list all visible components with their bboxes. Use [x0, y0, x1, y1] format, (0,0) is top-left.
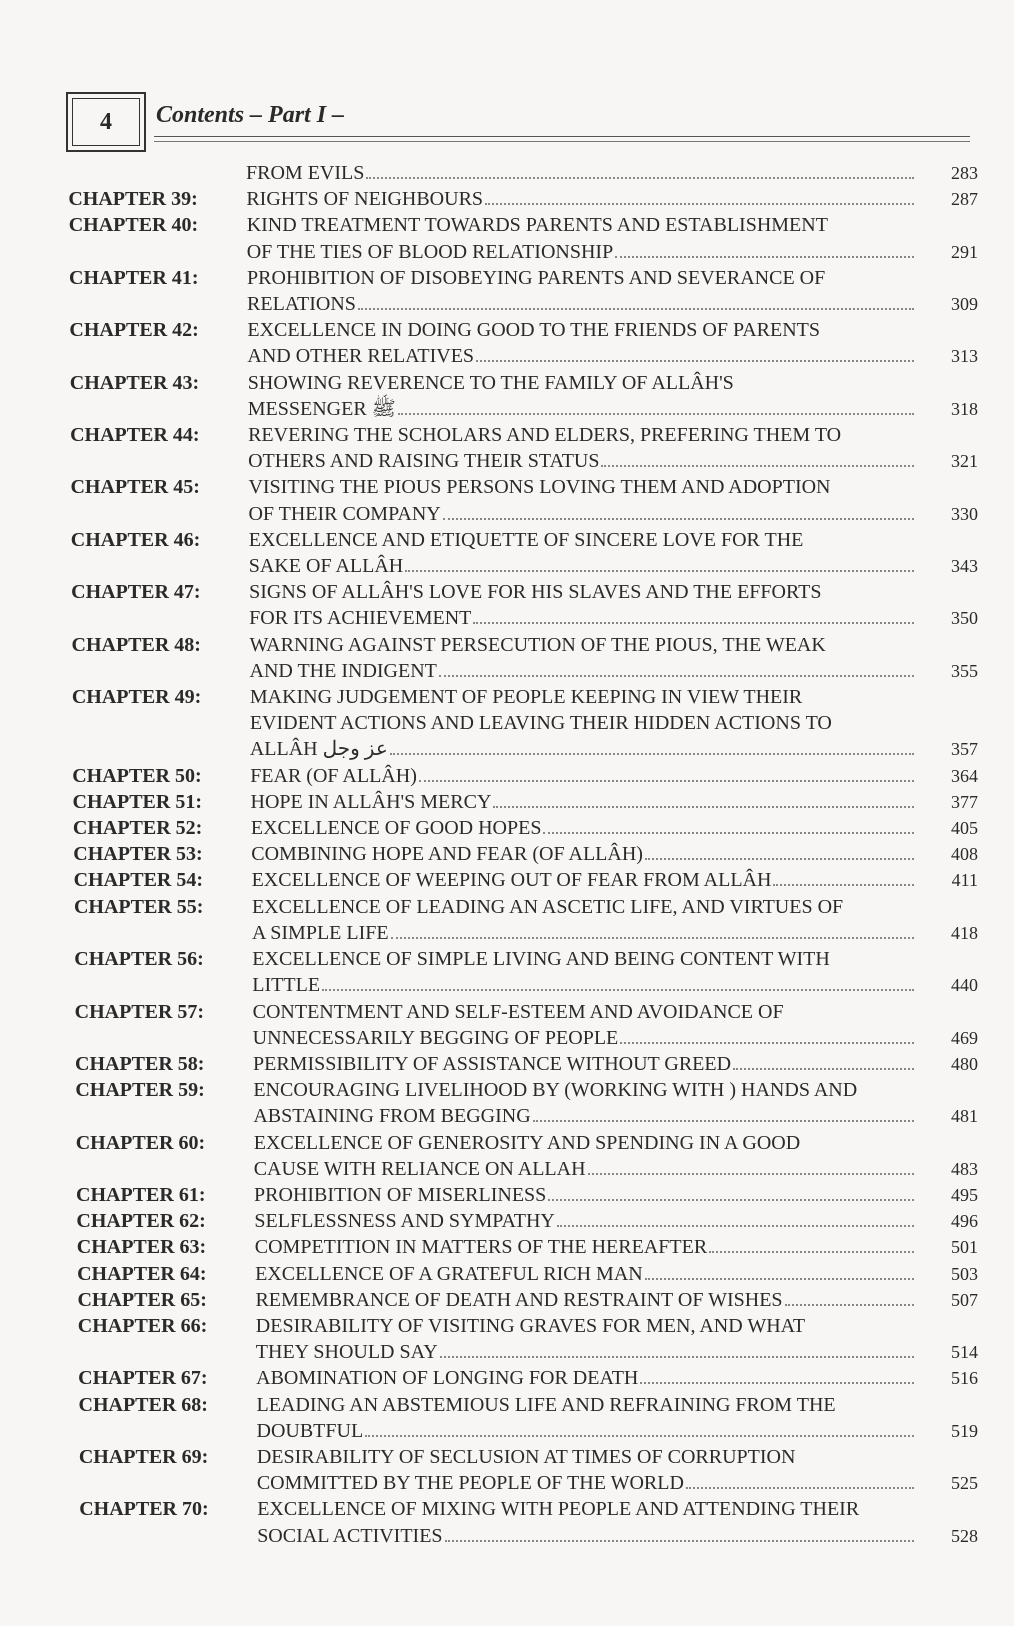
entry-title-line — [252, 894, 978, 920]
entry-title-text: EVIDENT ACTIONS AND LEAVING THEIR HIDDEN ACTIONS TO — [249, 712, 832, 735]
header-rule — [154, 136, 970, 137]
page-number: 469 — [951, 1027, 978, 1048]
page-number: 408 — [951, 844, 978, 865]
entry-title-line — [251, 841, 978, 867]
chapter-label: CHAPTER 61: — [76, 1183, 206, 1206]
page-number: 283 — [951, 163, 978, 183]
toc-entry — [69, 265, 978, 317]
entry-body — [255, 1234, 978, 1260]
page-number: 411 — [951, 870, 978, 891]
entry-title-text: OF THEIR COMPANY — [248, 502, 441, 525]
page-number: 496 — [951, 1211, 978, 1232]
dot-leader — [443, 518, 914, 520]
entry-title-line — [257, 1392, 979, 1418]
entry-title-text: REMEMBRANCE OF DEATH AND RESTRAINT OF WISHES — [255, 1288, 783, 1311]
entry-title-text: EXCELLENCE OF SIMPLE LIVING AND BEING CONTENT WITH — [252, 948, 830, 971]
dot-leader — [365, 1435, 914, 1437]
dot-leader — [476, 360, 914, 362]
page-number-box — [66, 92, 146, 152]
entry-title-text: OTHERS AND RAISING THEIR STATUS — [248, 450, 600, 473]
dot-leader — [686, 1487, 914, 1489]
dot-leader — [645, 1278, 914, 1280]
entry-body — [257, 1392, 979, 1444]
entry-title-text: A SIMPLE LIFE — [251, 921, 389, 944]
chapter-label: CHAPTER 67: — [78, 1367, 208, 1390]
entry-title-line — [250, 763, 978, 789]
page-number: 516 — [951, 1368, 978, 1389]
entry-title-line — [255, 1261, 978, 1287]
toc-entry — [75, 1051, 978, 1077]
entry-title-line — [257, 1444, 978, 1470]
entry-title-line — [249, 579, 978, 605]
entry-title-text: THEY SHOULD SAY — [255, 1341, 438, 1364]
entry-title-line — [248, 448, 978, 474]
entry-body — [254, 1130, 978, 1182]
entry-body — [249, 527, 978, 579]
entry-body — [251, 841, 978, 867]
entry-body — [252, 867, 978, 893]
dot-leader — [548, 1199, 914, 1201]
chapter-label: CHAPTER 43: — [69, 371, 200, 394]
toc-entry — [71, 527, 978, 579]
entry-title-line — [253, 1051, 978, 1077]
entry-body — [256, 1365, 978, 1391]
dot-leader — [419, 780, 914, 782]
page-number: 343 — [951, 556, 978, 577]
toc-entry — [74, 946, 978, 998]
entry-title-text: ABOMINATION OF LONGING FOR DEATH — [256, 1367, 639, 1390]
entry-title-line — [248, 370, 978, 396]
toc-entry — [72, 684, 978, 763]
chapter-label: CHAPTER 68: — [78, 1393, 208, 1416]
entry-title-line — [255, 1287, 978, 1313]
entry-title-line — [250, 632, 979, 658]
page-number: 318 — [951, 398, 978, 419]
entry-body — [250, 763, 978, 789]
entry-title-line — [246, 186, 978, 212]
entry-body — [248, 370, 978, 422]
chapter-label: CHAPTER 48: — [71, 633, 201, 656]
toc-entry — [69, 212, 978, 264]
page-number: 514 — [951, 1342, 978, 1363]
dot-leader — [533, 1120, 914, 1122]
chapter-label: CHAPTER 64: — [77, 1262, 207, 1285]
entry-body — [252, 894, 978, 946]
chapter-label: CHAPTER 63: — [76, 1236, 207, 1259]
entry-title-line — [250, 710, 978, 736]
entry-title-line — [250, 658, 979, 684]
page-number: 495 — [951, 1184, 978, 1205]
dot-leader — [366, 177, 914, 179]
entry-title-text: LEADING AN ABSTEMIOUS LIFE AND REFRAINING FROM THE — [256, 1393, 836, 1416]
entry-title-line — [253, 999, 978, 1025]
chapter-label: CHAPTER 51: — [72, 790, 202, 813]
entry-title-line — [252, 867, 978, 893]
entry-title-line — [252, 972, 978, 998]
chapter-label: CHAPTER 41: — [69, 266, 199, 289]
toc-entry — [74, 894, 978, 946]
toc-entry — [72, 763, 978, 789]
entry-title-text: EXCELLENCE OF WEEPING OUT OF FEAR FROM ALLÂH — [251, 869, 772, 892]
entry-body — [251, 789, 978, 815]
toc-entry — [73, 841, 978, 867]
page-number: 418 — [951, 922, 978, 943]
entry-title-line — [257, 1470, 978, 1496]
entry-title-text: COMMITTED BY THE PEOPLE OF THE WORLD — [256, 1472, 684, 1495]
entry-title-line — [255, 1234, 978, 1260]
entry-title-line — [249, 605, 978, 631]
dot-leader — [493, 806, 914, 808]
header-rule-thin — [154, 141, 970, 142]
entry-body — [253, 1051, 978, 1077]
page-number: 330 — [951, 503, 978, 524]
entry-body — [246, 186, 978, 212]
chapter-label: CHAPTER 69: — [78, 1445, 209, 1468]
dot-leader — [405, 570, 914, 572]
dot-leader — [445, 1540, 914, 1542]
entry-title-line — [248, 474, 978, 500]
dot-leader — [322, 989, 914, 991]
page-number: 501 — [951, 1237, 978, 1258]
entry-title-line — [257, 1523, 978, 1549]
toc-entry — [77, 1287, 978, 1313]
toc-entry — [70, 370, 978, 422]
page-number: 355 — [951, 660, 978, 681]
entry-title-line — [247, 343, 978, 369]
toc-entry — [68, 160, 978, 186]
entry-title-line — [256, 1339, 978, 1365]
entry-title-line — [257, 1496, 978, 1522]
dot-leader — [773, 884, 914, 886]
toc-entry — [68, 186, 978, 212]
dot-leader — [543, 832, 914, 834]
page-number: 405 — [951, 818, 978, 839]
toc-entry — [74, 867, 978, 893]
entry-title-text: PROHIBITION OF DISOBEYING PARENTS AND SEVERANCE OF — [247, 266, 826, 289]
page-number: 507 — [951, 1289, 978, 1310]
entry-title-line — [248, 422, 978, 448]
entry-body — [250, 684, 978, 763]
entry-title-line — [253, 1103, 978, 1129]
entry-body — [246, 160, 978, 186]
chapter-label: CHAPTER 39: — [68, 188, 198, 211]
toc-entry — [76, 1182, 978, 1208]
chapter-label: CHAPTER 42: — [69, 319, 199, 342]
dot-leader — [398, 413, 914, 415]
entry-body — [253, 1077, 978, 1129]
page-number: 350 — [951, 608, 978, 629]
dot-leader — [390, 753, 914, 755]
toc-entry — [70, 422, 978, 474]
toc-entry — [75, 1077, 978, 1129]
toc-entry — [79, 1496, 978, 1548]
entry-title-line — [249, 553, 978, 579]
entry-title-line — [256, 1365, 978, 1391]
entry-body — [257, 1496, 978, 1548]
entry-body — [251, 815, 978, 841]
chapter-label: CHAPTER 40: — [68, 214, 199, 237]
entry-body — [252, 946, 978, 998]
toc-entry — [79, 1444, 978, 1496]
page-number: 4 — [72, 98, 140, 146]
page-number: 287 — [951, 189, 978, 210]
toc-entry — [79, 1392, 979, 1444]
chapter-label: CHAPTER 56: — [74, 948, 204, 971]
entry-title-text: EXCELLENCE IN DOING GOOD TO THE FRIENDS OF PARENTS — [247, 319, 821, 342]
entry-title-line — [252, 946, 978, 972]
dot-leader — [485, 203, 914, 205]
entry-title-text: DOUBTFUL — [256, 1419, 364, 1442]
entry-title-text: RELATIONS — [247, 293, 356, 316]
chapter-label: CHAPTER 50: — [72, 764, 202, 787]
entry-body — [250, 632, 979, 684]
entry-title-text: DESIRABILITY OF SECLUSION AT TIMES OF CORRUPTION — [256, 1445, 796, 1468]
dot-leader — [473, 622, 914, 624]
entry-body — [247, 317, 978, 369]
entry-title-line — [248, 396, 978, 422]
entry-title-text: RIGHTS OF NEIGHBOURS — [246, 188, 484, 211]
page-number: 291 — [951, 241, 978, 262]
page-number: 364 — [951, 765, 978, 786]
entry-title-line — [249, 527, 978, 553]
dot-leader — [709, 1251, 914, 1253]
entry-title-text: COMBINING HOPE AND FEAR (OF ALLÂH) — [251, 843, 643, 866]
page-number: 313 — [951, 346, 978, 367]
entry-title-line — [247, 239, 978, 265]
entry-title-line — [250, 684, 978, 710]
dot-leader — [358, 308, 914, 310]
dot-leader — [439, 675, 914, 677]
chapter-label: CHAPTER 66: — [77, 1314, 208, 1337]
entry-title-line — [248, 501, 978, 527]
chapter-label: CHAPTER 65: — [77, 1288, 207, 1311]
entry-title-text: CAUSE WITH RELIANCE ON ALLAH — [253, 1157, 586, 1180]
entry-title-line — [251, 815, 978, 841]
entry-title-text: FROM EVILS — [246, 162, 365, 184]
entry-title-text: REVERING THE SCHOLARS AND ELDERS, PREFERING THEM TO — [248, 424, 842, 447]
entry-title-text: KIND TREATMENT TOWARDS PARENTS AND ESTABLISHMENT — [246, 214, 828, 237]
dot-leader — [391, 937, 914, 939]
entry-body — [247, 212, 978, 264]
running-header-title: Contents – Part I – — [156, 102, 345, 128]
dot-leader — [620, 1042, 914, 1044]
entry-title-text: EXCELLENCE OF GOOD HOPES — [250, 817, 542, 840]
entry-title-text: AND THE INDIGENT — [249, 659, 437, 682]
chapter-label — [68, 160, 246, 186]
entry-title-text: EXCELLENCE OF GENEROSITY AND SPENDING IN A GOOD — [253, 1131, 801, 1154]
entry-title-line — [254, 1130, 978, 1156]
chapter-label: CHAPTER 62: — [76, 1210, 206, 1233]
entry-title-text: WARNING AGAINST PERSECUTION OF THE PIOUS, THE WEAK — [249, 633, 826, 656]
entry-body — [255, 1261, 978, 1287]
entry-title-text: EXCELLENCE OF A GRATEFUL RICH MAN — [255, 1262, 643, 1285]
chapter-label: CHAPTER 59: — [75, 1079, 205, 1102]
entry-title-line — [253, 1077, 978, 1103]
entry-title-text: EXCELLENCE AND ETIQUETTE OF SINCERE LOVE FOR THE — [248, 528, 804, 551]
toc-entry — [76, 1130, 978, 1182]
toc-entry — [70, 474, 978, 526]
entry-title-text: ABSTAINING FROM BEGGING — [253, 1105, 531, 1128]
entry-title-line — [246, 160, 978, 186]
dot-leader — [601, 465, 914, 467]
chapter-label: CHAPTER 54: — [73, 869, 204, 892]
page-number: 309 — [951, 294, 978, 315]
entry-body — [249, 579, 978, 631]
entry-title-text: FOR ITS ACHIEVEMENT — [249, 607, 472, 630]
entry-title-text: SHOWING REVERENCE TO THE FAMILY OF ALLÂH'S — [247, 371, 734, 394]
chapter-label: CHAPTER 60: — [75, 1131, 206, 1154]
dot-leader — [588, 1173, 914, 1175]
entry-title-text: EXCELLENCE OF LEADING AN ASCETIC LIFE, AND VIRTUES OF — [251, 895, 844, 918]
entry-body — [247, 265, 978, 317]
entry-title-text: SAKE OF ALLÂH — [248, 555, 404, 578]
toc-entry — [77, 1234, 978, 1260]
toc-entry — [76, 1208, 978, 1234]
entry-title-text: HOPE IN ALLÂH'S MERCY — [250, 790, 492, 813]
entry-title-line — [247, 212, 978, 238]
page-number: 377 — [951, 791, 978, 812]
entry-body — [253, 999, 978, 1051]
page-number: 440 — [951, 975, 978, 996]
dot-leader — [557, 1225, 914, 1227]
entry-body — [254, 1182, 978, 1208]
table-of-contents — [68, 160, 978, 1549]
toc-entry — [69, 317, 978, 369]
toc-entry — [75, 999, 978, 1051]
page-number: 528 — [951, 1525, 978, 1546]
dot-leader — [640, 1382, 914, 1384]
toc-entry — [78, 1313, 978, 1365]
toc-entry — [78, 1365, 978, 1391]
entry-title-text: AND OTHER RELATIVES — [247, 345, 475, 368]
chapter-label: CHAPTER 44: — [70, 424, 200, 447]
chapter-label: CHAPTER 55: — [73, 895, 204, 918]
entry-body — [257, 1444, 978, 1496]
entry-title-text: UNNECESSARILY BEGGING OF PEOPLE — [252, 1026, 619, 1049]
entry-title-text: PERMISSIBILITY OF ASSISTANCE WITHOUT GREED — [253, 1052, 732, 1075]
entry-title-line — [254, 1208, 978, 1234]
page-number: 503 — [951, 1263, 978, 1284]
page-number: 525 — [951, 1473, 978, 1494]
entry-body — [256, 1313, 978, 1365]
dot-leader — [645, 858, 914, 860]
entry-body — [248, 422, 978, 474]
chapter-label: CHAPTER 53: — [73, 843, 203, 866]
entry-title-line — [247, 265, 978, 291]
toc-entry — [71, 579, 978, 631]
entry-body — [255, 1287, 978, 1313]
chapter-label: CHAPTER 58: — [75, 1052, 205, 1075]
entry-title-line — [250, 736, 978, 762]
entry-title-text: MAKING JUDGEMENT OF PEOPLE KEEPING IN VIEW THEIR — [249, 686, 803, 709]
chapter-label: CHAPTER 49: — [71, 686, 202, 709]
entry-title-line — [254, 1182, 978, 1208]
entry-title-text: OF THE TIES OF BLOOD RELATIONSHIP — [246, 240, 614, 263]
entry-title-text: SOCIAL ACTIVITIES — [257, 1524, 443, 1547]
entry-title-text: DESIRABILITY OF VISITING GRAVES FOR MEN, AND WHAT — [255, 1314, 806, 1337]
dot-leader — [440, 1356, 914, 1358]
toc-entry — [72, 632, 979, 684]
entry-title-text: ALLÂH عز وجل — [249, 738, 388, 761]
page-number: 357 — [951, 739, 978, 760]
entry-title-line — [253, 1025, 978, 1051]
dot-leader — [615, 256, 914, 258]
chapter-label: CHAPTER 70: — [79, 1498, 209, 1521]
page-number: 481 — [951, 1106, 978, 1127]
chapter-label: CHAPTER 52: — [72, 817, 203, 840]
entry-title-text: ENCOURAGING LIVELIHOOD BY (WORKING WITH ) HANDS AND — [253, 1079, 858, 1102]
page-number: 483 — [951, 1158, 978, 1179]
entry-title-text: VISITING THE PIOUS PERSONS LOVING THEM AND ADOPTION — [248, 476, 831, 499]
entry-title-text: CONTENTMENT AND SELF-ESTEEM AND AVOIDANCE OF — [252, 1000, 784, 1023]
entry-title-line — [251, 789, 978, 815]
entry-title-text: LITTLE — [252, 974, 321, 997]
entry-title-line — [247, 291, 978, 317]
entry-title-text: EXCELLENCE OF MIXING WITH PEOPLE AND ATTENDING THEIR — [257, 1498, 860, 1521]
entry-body — [248, 474, 978, 526]
entry-title-line — [254, 1156, 978, 1182]
entry-title-line — [256, 1313, 978, 1339]
entry-title-text: COMPETITION IN MATTERS OF THE HEREAFTER — [254, 1236, 708, 1259]
toc-entry — [73, 815, 978, 841]
page-number: 480 — [951, 1053, 978, 1074]
entry-title-text: MESSENGER ﷺ — [247, 397, 396, 420]
entry-title-text: FEAR (OF ALLÂH) — [250, 764, 417, 787]
toc-entry — [73, 789, 978, 815]
page-number: 519 — [951, 1420, 978, 1441]
entry-title-line — [247, 317, 978, 343]
toc-entry — [77, 1261, 978, 1287]
dot-leader — [785, 1304, 914, 1306]
entry-title-text: SELFLESSNESS AND SYMPATHY — [254, 1210, 555, 1233]
entry-title-line — [257, 1418, 979, 1444]
entry-body — [254, 1208, 978, 1234]
chapter-label: CHAPTER 45: — [70, 476, 200, 499]
dot-leader — [733, 1068, 914, 1070]
entry-title-text: SIGNS OF ALLÂH'S LOVE FOR HIS SLAVES AND THE EFFORTS — [249, 581, 822, 604]
entry-title-text: PROHIBITION OF MISERLINESS — [254, 1183, 547, 1206]
page-number: 321 — [951, 451, 978, 472]
entry-title-line — [252, 920, 978, 946]
chapter-label: CHAPTER 57: — [74, 1000, 205, 1023]
chapter-label: CHAPTER 46: — [70, 528, 201, 551]
chapter-label: CHAPTER 47: — [71, 581, 201, 604]
